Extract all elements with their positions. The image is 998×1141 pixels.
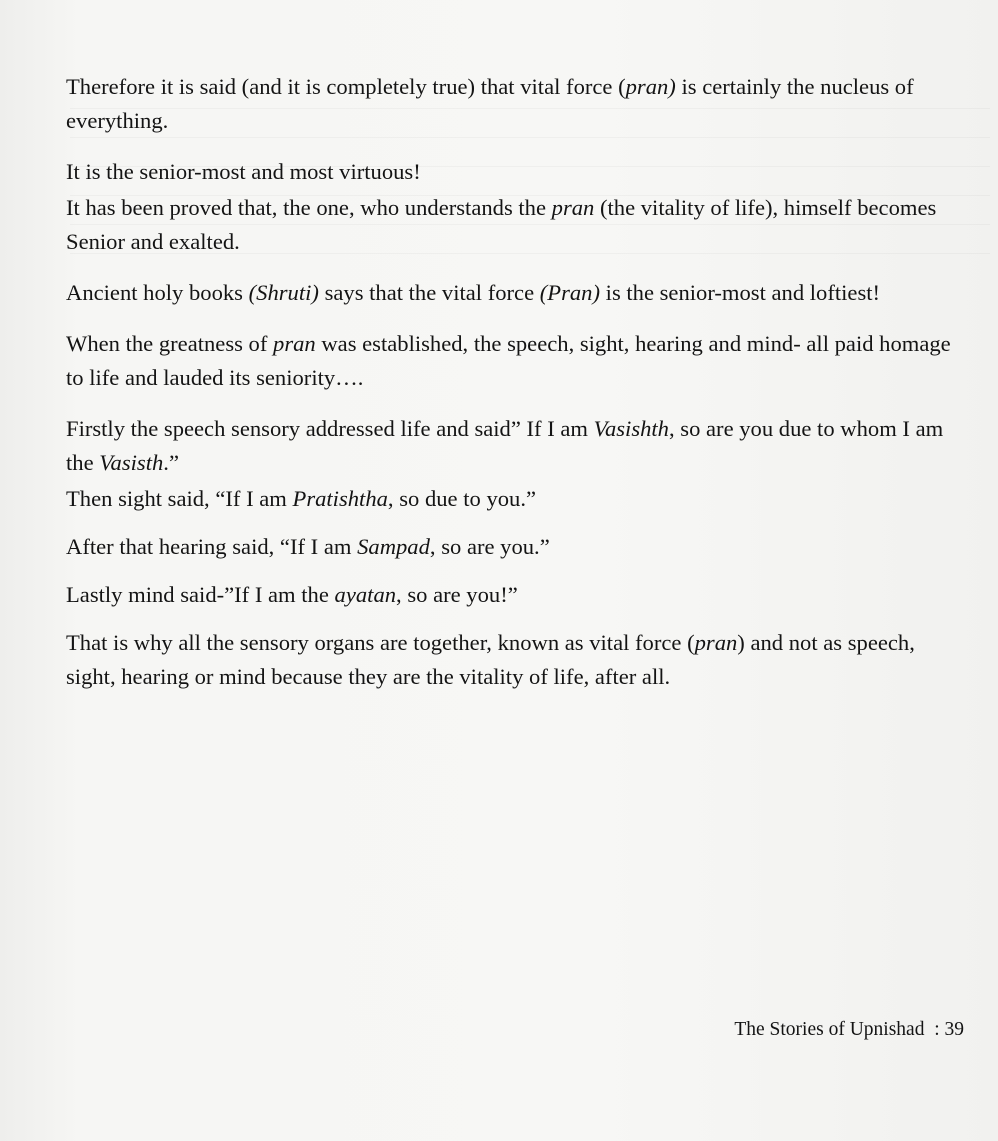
- text-run: After that hearing said, “If I am: [66, 534, 358, 559]
- text-run: .”: [163, 450, 179, 475]
- text-run: , so due to you.”: [387, 486, 537, 511]
- paragraph: [66, 626, 966, 694]
- italic-term: Vasishth: [593, 416, 669, 441]
- italic-term: (Shruti): [248, 280, 319, 305]
- text-run: ) and not as speech, sight, hearing or mind because they are the vitality of life, after all.: [66, 630, 915, 689]
- italic-term: pran): [625, 74, 676, 99]
- paragraph: [66, 327, 966, 395]
- italic-term: ayatan: [334, 582, 397, 607]
- text-run: was established, the speech, sight, hearing and mind- all paid homage to life and lauded its seniority….: [66, 331, 951, 390]
- paragraph: [66, 70, 966, 138]
- italic-term: pran: [551, 195, 595, 220]
- paragraph: [66, 578, 966, 612]
- book-title: The Stories of Upnishad: [734, 1019, 925, 1040]
- text-run: , so are you due to whom I am the: [66, 416, 944, 475]
- paragraph: [66, 530, 966, 564]
- paragraph: [66, 191, 966, 259]
- italic-term: Pratishtha: [292, 486, 388, 511]
- italic-term: Sampad: [357, 534, 430, 559]
- text-run: says that the vital force: [318, 280, 540, 305]
- italic-term: pran: [273, 331, 316, 356]
- italic-term: (Pran): [539, 280, 601, 305]
- paragraph: [66, 412, 966, 480]
- italic-term: pran: [694, 630, 738, 655]
- footer-separator: :: [924, 1019, 945, 1040]
- text-run: Then sight said, “If I am: [66, 486, 293, 511]
- text-run: Firstly the speech sensory addressed life and said” If I am: [66, 416, 594, 441]
- text-run: Ancient holy books: [66, 280, 249, 305]
- paragraph: [66, 155, 966, 189]
- page-number: 39: [944, 1019, 964, 1040]
- paragraph: [66, 482, 966, 516]
- body-text: [66, 70, 966, 694]
- text-run: It has been proved that, the one, who understands the: [66, 195, 552, 220]
- text-run: , so are you!”: [396, 582, 518, 607]
- text-run: When the greatness of: [66, 331, 274, 356]
- text-run: (the vitality of life), himself becomes Senior and exalted.: [66, 195, 937, 254]
- text-run: It is the senior-most and most virtuous!: [66, 159, 421, 184]
- text-run: Therefore it is said (and it is completely true) that vital force (: [66, 74, 626, 99]
- text-run: That is why all the sensory organs are together, known as vital force (: [66, 630, 695, 655]
- text-run: is the senior-most and loftiest!: [600, 280, 881, 305]
- italic-term: Vasisth: [99, 450, 164, 475]
- text-run: Lastly mind said-”If I am the: [66, 582, 335, 607]
- paragraph: [66, 276, 966, 310]
- text-run: , so are you.”: [429, 534, 550, 559]
- page-footer: [734, 1016, 964, 1044]
- text-run: is certainly the nucleus of everything.: [66, 74, 914, 133]
